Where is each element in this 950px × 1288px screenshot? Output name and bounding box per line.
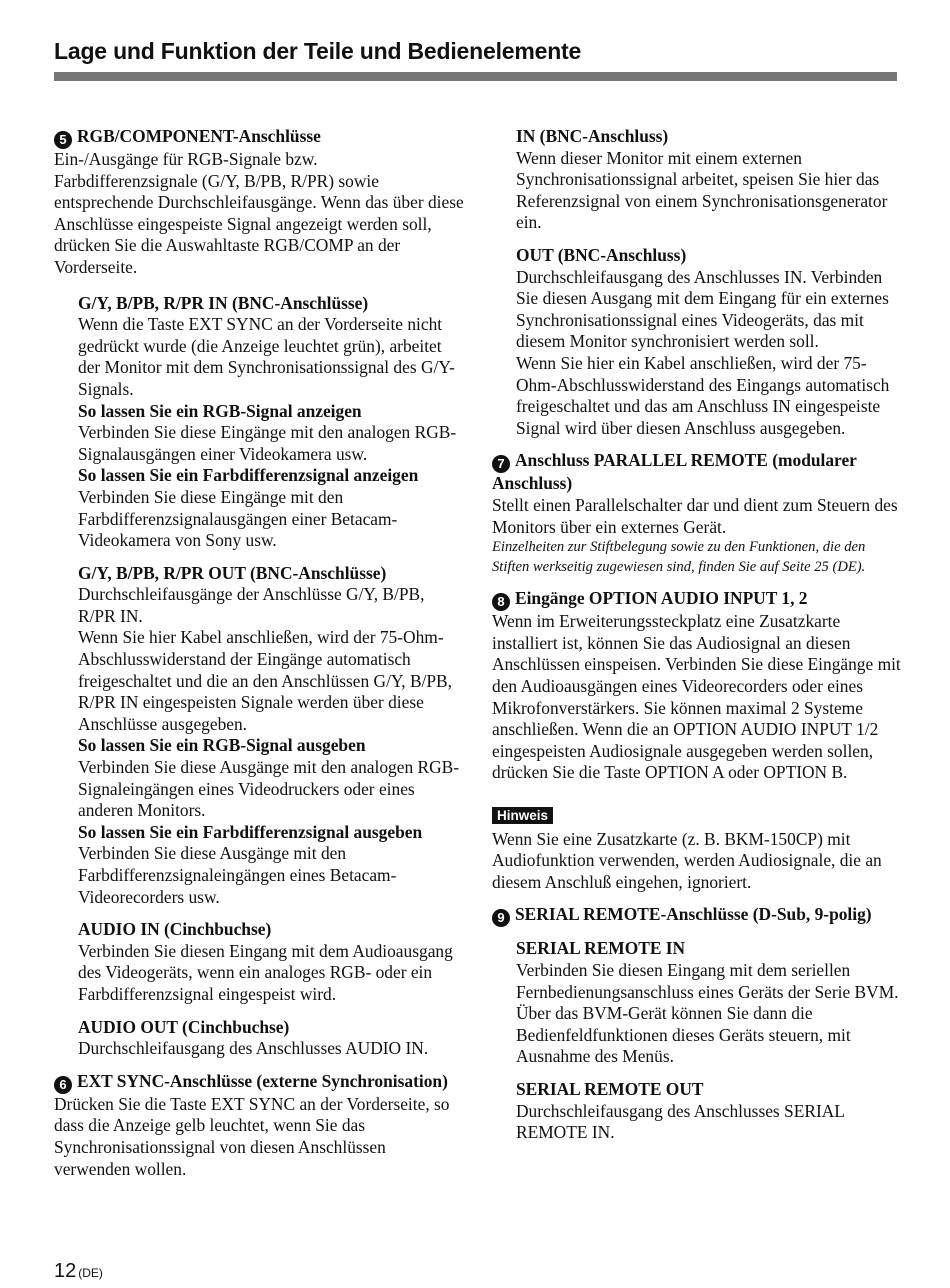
section-9-heading: 9 SERIAL REMOTE-Anschlüsse (D-Sub, 9-polig) — [492, 904, 902, 927]
section-6-heading: 6 EXT SYNC-Anschlüsse (externe Synchronisation) — [54, 1071, 464, 1094]
out-text-1: Durchschleifausgang des Anschlusses IN. Verbinden Sie diesen Ausgang mit dem Eingang für ein externes Synchronisationssignal eines Videogeräts, das mit diesem Monitor synchronisiert werden soll. — [516, 266, 889, 352]
audio-in-heading: AUDIO IN (Cinchbuchse) — [78, 919, 272, 940]
srout-text: Durchschleifausgang des Anschlusses SERIAL REMOTE IN. — [516, 1100, 845, 1143]
srin-heading: SERIAL REMOTE IN — [516, 938, 686, 959]
number-8-icon: 8 — [492, 593, 510, 611]
language-code: (DE) — [78, 1266, 103, 1280]
number-5-icon: 5 — [54, 131, 72, 149]
gin-text: Wenn die Taste EXT SYNC an der Vorderseite nicht gedrückt wurde (die Anzeige leuchtet grün), arbeitet der Monitor mit dem Synchronisationssignal des G/Y-Signals. — [78, 314, 455, 399]
section-7-text: Stellt einen Parallelschalter dar und dient zum Steuern des Monitors über ein externes Gerät. — [492, 494, 898, 537]
out-heading: OUT (BNC-Anschluss) — [516, 244, 687, 265]
audio-out-text: Durchschleifausgang des Anschlusses AUDIO IN. — [78, 1038, 429, 1059]
in-heading: IN (BNC-Anschluss) — [516, 126, 669, 146]
gout-text-1: Durchschleifausgänge der Anschlüsse G/Y, B/PB, R/PR IN. — [78, 584, 425, 626]
gout-rgb-text: Verbinden Sie diese Ausgänge mit den analogen RGB-Signaleingängen eines Videodruckers oder eines anderen Monitors. — [78, 757, 460, 821]
page-title: Lage und Funktion der Teile und Bedienelemente — [54, 38, 582, 64]
srin-text: Verbinden Sie diesen Eingang mit dem seriellen Fernbedienungsanschluss eines Geräts der Serie BVM. Über das BVM-Gerät können Sie dann die Bedienfeldfunktionen dieses Geräts steuern, mit Ausnahme des Menüs. — [516, 960, 899, 1067]
out-text-2: Wenn Sie hier ein Kabel anschließen, wird der 75-Ohm-Abschlusswiderstand des Eingangs automatisch freigeschaltet und das am Anschluss IN eingespeiste Signal wird über diesen Anschluss ausgegeben. — [516, 352, 890, 438]
in-text: Wenn dieser Monitor mit einem externen Synchronisationssignal arbeitet, speisen Sie hier das Referenzsignal von einem Synchronisationsgenerator ein. — [516, 147, 888, 233]
gin-heading: G/Y, B/PB, R/PR IN (BNC-Anschlüsse) — [78, 292, 369, 313]
gin-fd-heading: So lassen Sie ein Farbdifferenzsignal anzeigen — [78, 465, 419, 486]
audio-out-heading: AUDIO OUT (Cinchbuchse) — [78, 1016, 290, 1037]
gout-text-2: Wenn Sie hier Kabel anschließen, wird der 75-Ohm-Abschlusswiderstand der Eingänge automatisch freigeschaltet und die an den Anschlüssen G/Y, B/PB, R/PR IN eingespeisten Signale werden über diese Anschlüsse ausgegeben. — [78, 627, 453, 734]
gout-heading: G/Y, B/PB, R/PR OUT (BNC-Anschlüsse) — [78, 562, 387, 583]
section-5-heading: 5 RGB/COMPONENT-Anschlüsse — [54, 126, 464, 149]
serial-remote-block — [492, 938, 902, 1143]
number-7-icon: 7 — [492, 455, 510, 473]
right-column — [492, 126, 902, 1144]
gin-rgb-heading: So lassen Sie ein RGB-Signal anzeigen — [78, 400, 362, 421]
gin-fd-text: Verbinden Sie diese Eingänge mit den Farbdifferenzsignalausgängen einer Betacam-Videokamera von Sony usw. — [78, 486, 398, 551]
srout-heading: SERIAL REMOTE OUT — [516, 1078, 704, 1099]
gout-rgb-heading: So lassen Sie ein RGB-Signal ausgeben — [78, 735, 366, 756]
section-8-heading: 8 Eingänge OPTION AUDIO INPUT 1, 2 — [492, 588, 902, 611]
number-6-icon: 6 — [54, 1076, 72, 1094]
gout-fd-text: Verbinden Sie diese Ausgänge mit den Farbdifferenzsignaleingängen eines Betacam-Videorecorders usw. — [78, 843, 397, 907]
section-7-note: Einzelheiten zur Stiftbelegung sowie zu den Funktionen, die den Stiften werkseitig zugewiesen sind, finden Sie auf Seite 25 (DE). — [492, 539, 866, 575]
section-7-heading: 7 Anschluss PARALLEL REMOTE (modularer Anschluss) — [492, 450, 857, 494]
gin-rgb-text: Verbinden Sie diese Eingänge mit den analogen RGB-Signalausgängen einer Videokamera usw. — [78, 422, 457, 464]
left-column — [54, 126, 464, 1180]
page-number: 12 (DE) — [54, 1260, 103, 1282]
hinweis-text: Wenn Sie eine Zusatzkarte (z. B. BKM-150CP) mit Audiofunktion verwenden, werden Audiosignale, die an diesem Anschluß eingehen, ignoriert. — [492, 828, 882, 892]
gout-fd-heading: So lassen Sie ein Farbdifferenzsignal ausgeben — [78, 821, 423, 842]
section-8-text: Wenn im Erweiterungssteckplatz eine Zusatzkarte installiert ist, können Sie das Audiosignal an diesen Anschlüssen einspeisen. Verbinden Sie diese Eingänge mit den Audioausgängen eines Videorecorders oder eines Mikrofonverstärkers. Sie können maximal 2 Systeme anschließen. Wenn die an OPTION AUDIO INPUT 1/2 eingespeisten Audiosignale ausgegeben werden sollen, drücken Sie die Taste OPTION A oder OPTION B. — [492, 611, 901, 783]
ext-sync-block — [492, 126, 902, 439]
hinweis-badge: Hinweis — [492, 807, 553, 824]
audio-in-text: Verbinden Sie diesen Eingang mit dem Audioausgang des Videogeräts, wenn ein analoges RGB- oder ein Farbdifferenzsignal eingespeist wird. — [78, 940, 453, 1004]
title-rule — [54, 72, 897, 81]
section-6-text: Drücken Sie die Taste EXT SYNC an der Vorderseite, so dass die Anzeige gelb leuchtet, wenn Sie das Synchronisationssignal von diesen Anschlüssen verwenden wollen. — [54, 1093, 450, 1179]
number-9-icon: 9 — [492, 909, 510, 927]
gin-block — [54, 293, 464, 1060]
hinweis-row — [492, 804, 902, 826]
section-5-text: Ein-/Ausgänge für RGB-Signale bzw. Farbdifferenzsignale (G/Y, B/PB, R/PR) sowie entsprechende Durchschleifausgänge. Wenn das über diese Anschlüsse eingespeiste Signal angezeigt werden soll, drücken Sie die Auswahltaste RGB/COMP an der Vorderseite. — [54, 149, 464, 277]
